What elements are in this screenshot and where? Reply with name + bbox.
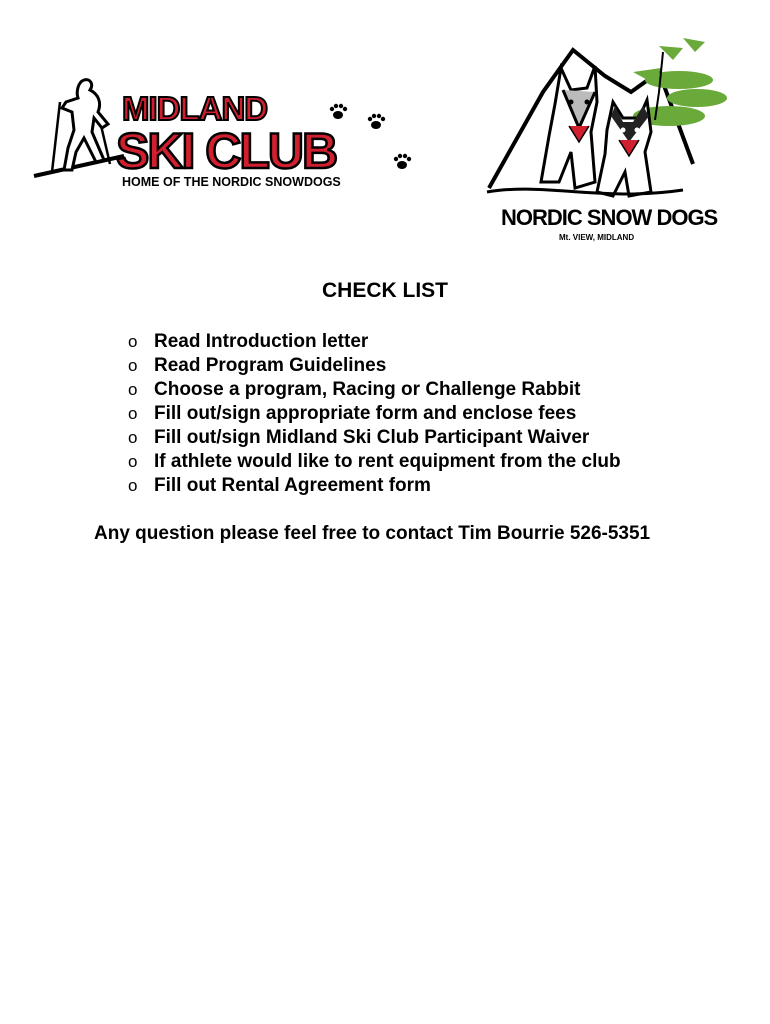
list-item (128, 474, 621, 498)
logo-text-nordic-snow-dogs: NORDIC SNOW DOGS (501, 205, 718, 230)
checklist (128, 330, 621, 498)
bullet: o (128, 356, 138, 375)
paw-print-icon (366, 112, 386, 132)
bullet: o (128, 332, 138, 351)
nordic-snow-dogs-logo (483, 32, 731, 247)
list-item-text: Fill out/sign Midland Ski Club Participant Waiver (154, 427, 590, 448)
list-item (128, 426, 621, 450)
logo-tagline: HOME OF THE NORDIC SNOWDOGS (122, 175, 341, 189)
page-title: CHECK LIST (322, 279, 448, 302)
paw-print-icon (328, 102, 348, 122)
bullet: o (128, 452, 138, 471)
list-item (128, 450, 621, 474)
contact-note: Any question please feel free to contact Tim Bourrie 526-5351 (94, 523, 651, 544)
list-item (128, 402, 621, 426)
list-item-text: If athlete would like to rent equipment from the club (154, 451, 621, 472)
logo-text-location: Mt. VIEW, MIDLAND (559, 233, 635, 242)
list-item (128, 354, 621, 378)
bullet: o (128, 404, 138, 423)
logo-text-ski-club: SKI CLUB (116, 123, 337, 179)
list-item-text: Fill out Rental Agreement form (154, 475, 431, 496)
bullet: o (128, 428, 138, 447)
list-item-text: Read Program Guidelines (154, 355, 387, 376)
logo-text-midland: MIDLAND (122, 90, 268, 127)
skier-icon (32, 72, 127, 187)
list-item-text: Read Introduction letter (154, 331, 369, 352)
bullet: o (128, 380, 138, 399)
husky-dogs-illustration (483, 32, 731, 204)
list-item-text: Fill out/sign appropriate form and enclose fees (154, 403, 577, 424)
paw-print-icon (392, 152, 412, 172)
list-item (128, 378, 621, 402)
list-item (128, 330, 621, 354)
list-item-text: Choose a program, Racing or Challenge Rabbit (154, 379, 581, 400)
bullet: o (128, 476, 138, 495)
midland-ski-club-logo (32, 72, 417, 187)
